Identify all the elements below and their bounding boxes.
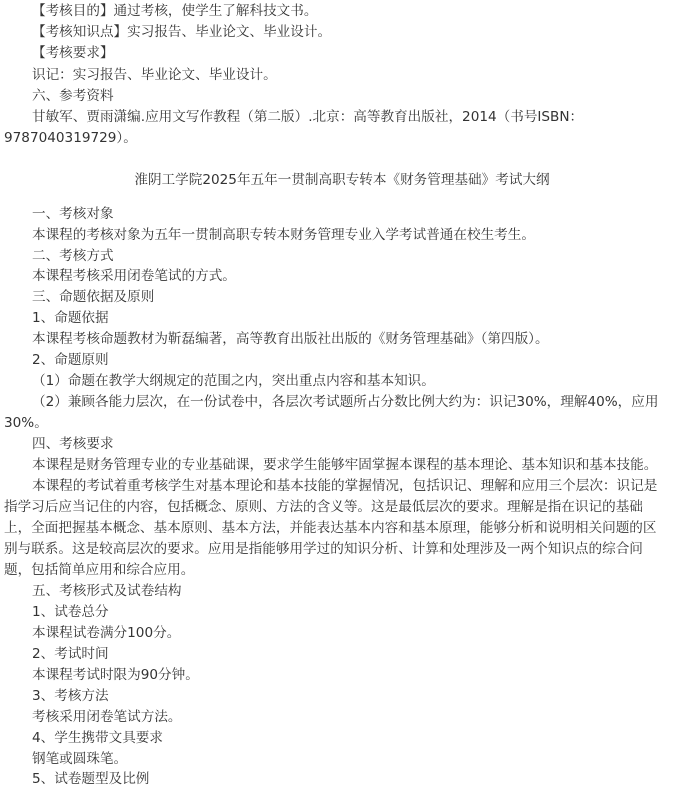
prev-line: 【考核要求】 [32, 45, 114, 61]
paragraph-line: 考核采用闭卷笔试方法。 [32, 709, 182, 725]
paragraph-line: 本课程的考核对象为五年一贯制高职专转本财务管理专业入学考试普通在校生考生。 [32, 227, 535, 243]
subsection-heading: 2、考试时间 [32, 646, 109, 662]
paragraph-line: 本课程考试时限为90分钟。 [32, 667, 199, 683]
subsection-heading: 4、学生携带文具要求 [32, 730, 163, 746]
paragraph-line: 本课程考核命题教材为靳磊编著，高等教育出版社出版的《财务管理基础》（第四版）。 [32, 331, 549, 347]
section-heading: 一、考核对象 [32, 206, 114, 222]
subsection-heading: 3、考核方法 [32, 688, 109, 704]
prev-line: 识记：实习报告、毕业论文、毕业设计。 [32, 67, 277, 83]
paragraph-line: 指学习后应当记住的内容，包括概念、原则、方法的含义等。这是最低层次的要求。理解是指在识记的基础 [4, 499, 643, 515]
paragraph-line: （2）兼顾各能力层次，在一份试卷中，各层次考试题所占分数比例大约为：识记30%，理解40%，应用 [32, 394, 659, 410]
prev-line: 【考核目的】通过考核，使学生了解科技文书。 [32, 3, 318, 19]
paragraph-line: （1）命题在教学大纲规定的范围之内，突出重点内容和基本知识。 [32, 373, 435, 389]
section-heading: 二、考核方式 [32, 248, 114, 264]
paragraph-line: 本课程考核采用闭卷笔试的方式。 [32, 268, 236, 284]
subsection-heading: 2、命题原则 [32, 352, 109, 368]
subsection-heading: 1、试卷总分 [32, 604, 109, 620]
paragraph-line: 本课程是财务管理专业的专业基础课，要求学生能够牢固掌握本课程的基本理论、基本知识和基本技能。 [32, 457, 658, 473]
prev-line: 【考核知识点】实习报告、毕业论文、毕业设计。 [32, 24, 332, 40]
paragraph-line: 题，包括简单应用和综合应用。 [4, 562, 195, 578]
prev-line: 甘敏军、贾雨潇编.应用文写作教程（第二版）.北京：高等教育出版社，2014（书号ISBN： [32, 109, 584, 125]
prev-line: 9787040319729）。 [4, 130, 137, 146]
paragraph-line: 30%。 [4, 415, 48, 431]
prev-line: 六、参考资料 [32, 88, 114, 104]
subsection-heading: 1、命题依据 [32, 310, 109, 326]
page-title: 淮阴工学院2025年五年一贯制高职专转本《财务管理基础》考试大纲 [134, 172, 550, 188]
paragraph-line: 钢笔或圆珠笔。 [32, 751, 128, 767]
paragraph-line: 上，全面把握基本概念、基本原则、基本方法，并能表达基本内容和基本原理，能够分析和说明相关问题的区 [4, 520, 657, 536]
section-heading: 四、考核要求 [32, 436, 114, 452]
section-heading: 三、命题依据及原则 [32, 289, 155, 305]
paragraph-line: 别与联系。这是较高层次的要求。应用是指能够用学过的知识分析、计算和处理涉及一两个知识点的综合问 [4, 541, 643, 557]
subsection-heading: 5、试卷题型及比例 [32, 771, 150, 787]
paragraph-line: 本课程试卷满分100分。 [32, 625, 181, 641]
paragraph-line: 本课程的考试着重考核学生对基本理论和基本技能的掌握情况，包括识记、理解和应用三个层次：识记是 [32, 478, 658, 494]
section-heading: 五、考核形式及试卷结构 [32, 583, 182, 599]
